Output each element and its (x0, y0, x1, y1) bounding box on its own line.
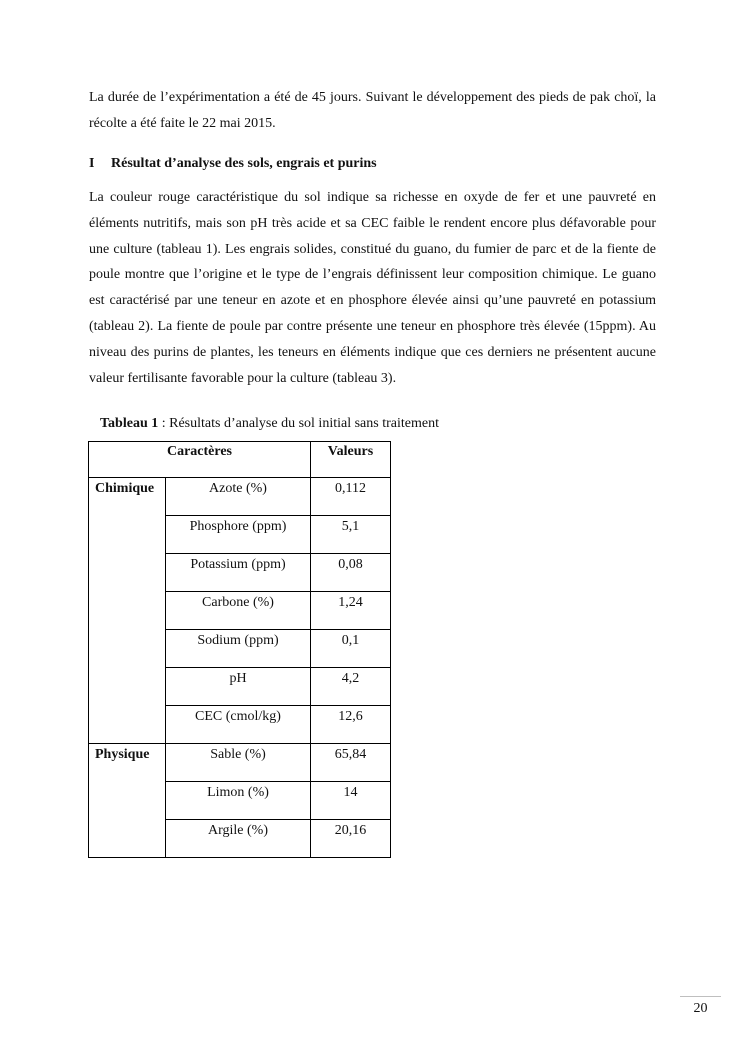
row-value: 1,24 (311, 592, 391, 630)
table-caption-label: Tableau 1 (100, 416, 159, 431)
row-label: Carbone (%) (166, 592, 311, 630)
row-value: 65,84 (311, 744, 391, 782)
table-row (89, 478, 391, 516)
row-value: 0,08 (311, 554, 391, 592)
row-label: Limon (%) (166, 782, 311, 820)
row-value: 20,16 (311, 820, 391, 858)
table-header-row (89, 442, 391, 478)
page-number-divider (680, 996, 721, 997)
row-value: 5,1 (311, 516, 391, 554)
page-number: 20 (693, 1001, 708, 1016)
row-label: Sable (%) (166, 744, 311, 782)
intro-paragraph: La durée de l’expérimentation a été de 45 jours. Suivant le développement des pieds de pak choï, la récolte a été faite le 22 mai 2015. (89, 90, 656, 131)
section-heading (89, 154, 377, 174)
row-value: 14 (311, 782, 391, 820)
row-label: Potassium (ppm) (166, 554, 311, 592)
header-valeurs: Valeurs (311, 442, 391, 478)
row-label: Argile (%) (166, 820, 311, 858)
results-paragraph: La couleur rouge caractéristique du sol indique sa richesse en oxyde de fer et une pauvreté en éléments nutritifs, mais son pH très acide et sa CEC faible le rendent encore plus défavorable pour une culture (tableau 1). Les engrais solides, constitué du guano, du fumier de parc et de la fiente de poule montre que l’origine et le type de l’engrais définissent leur composition chimique. Le guano est caractérisé par une teneur en azote et en phosphore élevée ainsi qu’une pauvreté en potassium (tableau 2). La fiente de poule par contre présente une teneur en phosphore très élevée (15ppm). Au niveau des purins de plantes, les teneurs en éléments indique que ces derniers ne présentent aucune valeur fertilisante favorable pour la culture (tableau 3). (89, 190, 656, 386)
table-row (89, 744, 391, 782)
row-label: Phosphore (ppm) (166, 516, 311, 554)
section-title: Résultat d’analyse des sols, engrais et purins (111, 156, 377, 171)
row-label: CEC (cmol/kg) (166, 706, 311, 744)
section-number: I (89, 156, 95, 171)
group-chimique: Chimique (89, 478, 166, 744)
row-value: 0,1 (311, 630, 391, 668)
row-value: 12,6 (311, 706, 391, 744)
header-caracteres: Caractères (89, 442, 311, 478)
row-label: Sodium (ppm) (166, 630, 311, 668)
row-value: 0,112 (311, 478, 391, 516)
group-physique: Physique (89, 744, 166, 858)
row-label: pH (166, 668, 311, 706)
row-label: Azote (%) (166, 478, 311, 516)
row-value: 4,2 (311, 668, 391, 706)
table-caption-text: : Résultats d’analyse du sol initial sans traitement (158, 416, 439, 431)
table-caption (100, 414, 439, 434)
soil-analysis-table (88, 441, 391, 858)
